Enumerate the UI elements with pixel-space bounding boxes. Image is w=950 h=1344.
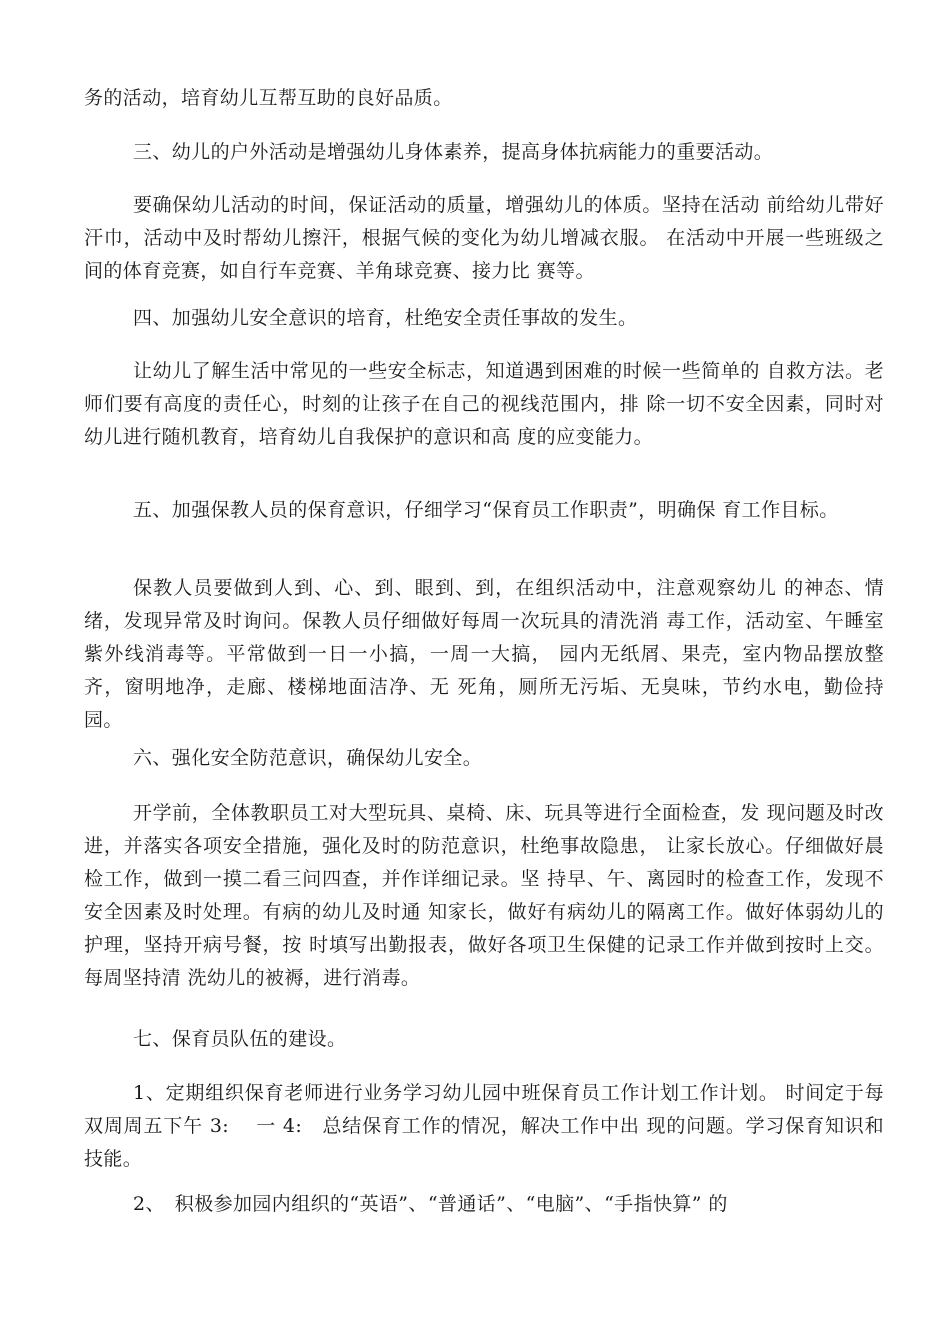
paragraph-outdoor-activities: 要确保幼儿活动的时间，保证活动的质量，增强幼儿的体质。坚持在活动 前给幼儿带好汗巾，活动中及时帮幼儿擦汗，根据气候的变化为幼儿增减衣服。 在活动中开展一些班级之间的体育竞赛，如自行车竞赛、羊角球竞赛、接力比 赛等。 xyxy=(84,194,884,282)
heading-section-3: 三、幼儿的户外活动是增强幼儿身体素养，提高身体抗病能力的重要活动。 xyxy=(133,141,774,163)
heading-section-6: 六、强化安全防范意识，确保幼儿安全。 xyxy=(133,747,483,769)
heading-section-4: 四、加强幼儿安全意识的培育，杜绝安全责任事故的发生。 xyxy=(133,307,638,329)
paragraph-safety-checks: 开学前，全体教职员工对大型玩具、桌椅、床、玩具等进行全面检查，发 现问题及时改进，并落实各项安全措施，强化及时的防范意识，杜绝事故隐患， 让家长放心。仔细做好晨检工作，做到一摸二看三问四查，并作详细记录。坚 持早、午、离园时的检查工作，发现不安全因素及时处理。有病的幼儿及时通 知家长，做好有病幼儿的隔离工作。做好体弱幼儿的护理，坚持开病号餐，按 时填写出勤报表，做好各项卫生保健的记录工作并做到按时上交。每周坚持清 洗幼儿的被褥，进行消毒。 xyxy=(84,802,884,989)
paragraph-item-1: 1、定期组织保育老师进行业务学习幼儿园中班保育员工作计划工作计划。 时间定于每双周周五下午 3: 一 4: 总结保育工作的情况，解决工作中出 现的问题。学习保育知识和技能。 xyxy=(84,1082,884,1170)
paragraph-care-staff-duties: 保教人员要做到人到、心、到、眼到、到，在组织活动中，注意观察幼儿 的神态、情绪，发现异常及时询问。保教人员仔细做好每周一次玩具的清洗消 毒工作，活动室、午睡室紫外线消毒等。平常做到一日一小搞，一周一大搞， 园内无纸屑、果壳，室内物品摆放整齐，窗明地净，走廊、楼梯地面洁净、无 死角，厕所无污垢、无臭味，节约水电，勤俭持园。 xyxy=(84,577,884,731)
paragraph-continuation: 务的活动，培育幼儿互帮互助的良好品质。 xyxy=(84,87,453,109)
paragraph-item-2: 2、 积极参加园内组织的“英语”、“普通话”、“电脑”、“手指快算” 的 xyxy=(133,1193,728,1215)
heading-section-5: 五、加强保教人员的保育意识，仔细学习“保育员工作职责”，明确保 育工作目标。 xyxy=(133,499,839,521)
paragraph-safety-awareness: 让幼儿了解生活中常见的一些安全标志，知道遇到困难的时候一些简单的 自救方法。老师们要有高度的责任心，时刻的让孩子在自己的视线范围内，排 除一切不安全因素，同时对幼儿进行随机教育，培育幼儿自我保护的意识和高 度的应变能力。 xyxy=(84,360,884,448)
heading-section-7: 七、保育员队伍的建设。 xyxy=(133,1028,347,1050)
